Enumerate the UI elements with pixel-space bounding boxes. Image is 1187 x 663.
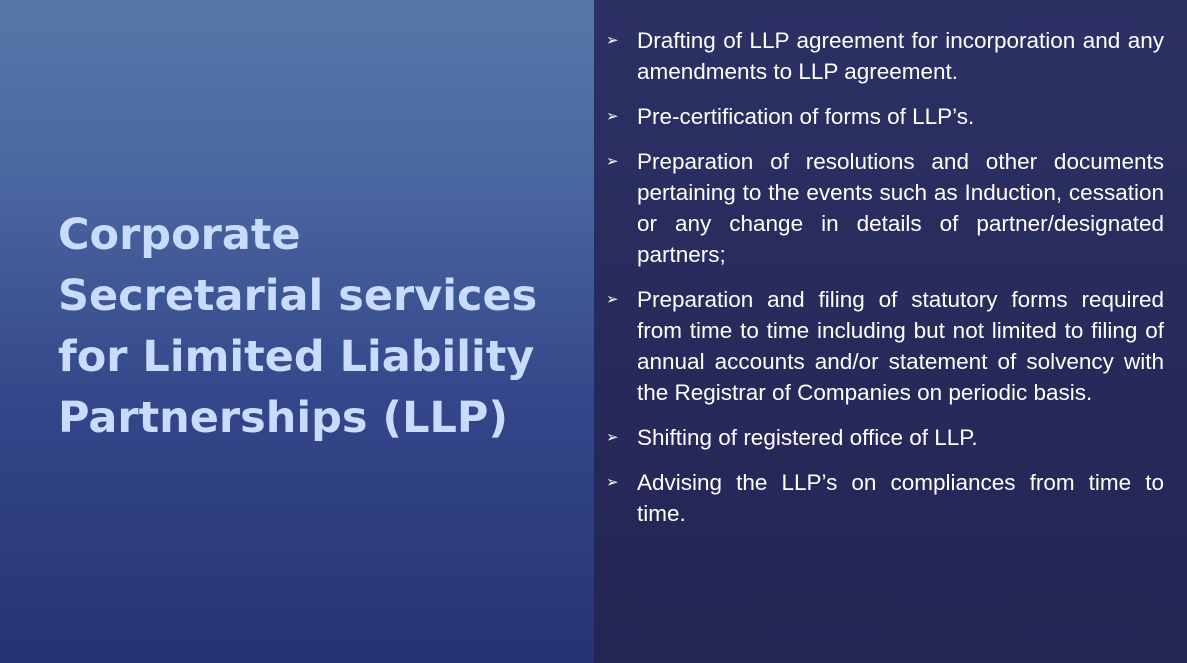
- arrow-bullet-icon: ➢: [606, 31, 619, 49]
- list-item-text: Drafting of LLP agreement for incorporation and any amendments to LLP agreement.: [637, 28, 1164, 84]
- arrow-bullet-icon: ➢: [606, 428, 619, 446]
- title-line: for Limited Liability: [58, 332, 535, 382]
- list-item: [606, 101, 1164, 132]
- arrow-bullet-icon: ➢: [606, 152, 619, 170]
- list-item-text: Pre-certification of forms of LLP’s.: [637, 104, 975, 129]
- arrow-bullet-icon: ➢: [606, 107, 619, 125]
- arrow-bullet-icon: ➢: [606, 290, 619, 308]
- services-list: [606, 25, 1164, 543]
- list-item-text: Preparation and filing of statutory forms required from time to time including but not limited to filing of annual accounts and/or statement of solvency with the Registrar of Companies on periodic basis.: [637, 287, 1164, 405]
- title-line: Corporate: [58, 210, 301, 260]
- title-line: Secretarial services: [58, 271, 538, 321]
- title-line: Partnerships (LLP): [58, 393, 509, 443]
- list-item: [606, 146, 1164, 270]
- list-item: [606, 284, 1164, 408]
- list-item-text: Shifting of registered office of LLP.: [637, 425, 978, 450]
- content-panel: [594, 0, 1187, 663]
- arrow-bullet-icon: ➢: [606, 473, 619, 491]
- list-item-text: Preparation of resolutions and other documents pertaining to the events such as Induction, cessation or any change in details of partner/designated partners;: [637, 149, 1164, 267]
- list-item: [606, 25, 1164, 87]
- list-item-text: Advising the LLP’s on compliances from time to time.: [637, 470, 1164, 526]
- slide-title: [58, 205, 558, 449]
- list-item: [606, 467, 1164, 529]
- list-item: [606, 422, 1164, 453]
